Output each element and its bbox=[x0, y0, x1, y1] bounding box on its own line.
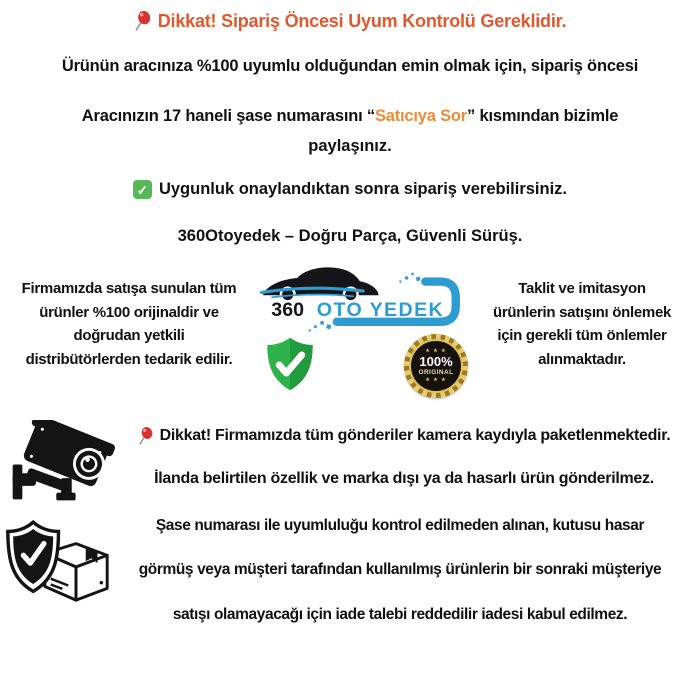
originality-right-text bbox=[464, 277, 700, 371]
pushpin-icon bbox=[138, 426, 153, 446]
original-badge-center bbox=[409, 339, 463, 393]
originality-left-line: doğrudan yetkili bbox=[73, 327, 185, 344]
ask-seller-highlight: Satıcıya Sor bbox=[374, 107, 468, 125]
return-policy-line-1: Şase numarası ile uyumluluğu kontrol edilmeden alınan, kutusu hasar bbox=[155, 517, 645, 534]
intro-line-2-prefix: Aracınızın 17 haneli şase numarasını “ bbox=[81, 107, 375, 125]
intro-line-3: paylaşınız. bbox=[308, 137, 392, 155]
originality-left-line: Firmamızda satışa sunulan tüm bbox=[21, 280, 237, 297]
badge-label: ORIGINAL bbox=[418, 369, 454, 376]
badge-percent: 100% bbox=[419, 354, 453, 369]
brand-slogan: 360Otoyedek – Doğru Parça, Güvenli Sürüş. bbox=[177, 227, 523, 245]
camera-warning-text: Dikkat! Firmamızda tüm gönderiler kamera kaydıyla paketlenmektedir. bbox=[159, 427, 671, 444]
camera-warning-line bbox=[110, 426, 698, 446]
badge-stars-bottom: ★ ★ ★ bbox=[425, 377, 447, 383]
originality-left-text bbox=[0, 277, 258, 371]
logo-number: 360 bbox=[271, 299, 305, 322]
shield-package-icon bbox=[2, 518, 114, 621]
originality-right-line: alınmaktadır. bbox=[538, 350, 626, 368]
logo-name: OTO YEDEK bbox=[316, 299, 445, 322]
originality-right-line: için gerekli tüm önlemler bbox=[497, 327, 667, 344]
original-100-badge-icon bbox=[404, 334, 468, 398]
car-silhouette bbox=[262, 267, 379, 302]
check-emoji-icon: ✓ bbox=[133, 180, 152, 199]
intro-line-2 bbox=[0, 107, 700, 126]
intro-line-1: Ürünün aracınıza %100 uyumlu olduğundan emin olmak için, sipariş öncesi bbox=[61, 57, 639, 75]
approval-line bbox=[0, 180, 700, 199]
green-shield-check-icon bbox=[260, 335, 320, 398]
return-policy-line-3: satışı olamayacağı için iade talebi reddedilir iadesi kabul edilmez. bbox=[172, 606, 628, 623]
originality-left-line: ürünler %100 orijinaldir ve bbox=[39, 303, 219, 321]
originality-right-line: Taklit ve imitasyon bbox=[518, 280, 646, 297]
top-warning-line bbox=[0, 10, 700, 32]
pushpin-icon bbox=[134, 10, 151, 32]
badge-stars-top: ★ ★ ★ bbox=[425, 348, 447, 354]
originality-right-line: ürünlerin satışını önlemek bbox=[492, 303, 672, 321]
top-warning-text: Dikkat! Sipariş Öncesi Uyum Kontrolü Gereklidir. bbox=[157, 10, 567, 31]
security-camera-icon bbox=[10, 420, 118, 517]
intro-line-2-suffix: ” kısmından bizimle bbox=[467, 107, 619, 125]
approval-text: Uygunluk onaylandıktan sonra sipariş verebilirsiniz. bbox=[158, 180, 568, 198]
trust-icons-row bbox=[260, 334, 468, 398]
return-policy-line-2: görmüş veya müşteri tarafından kullanılmış ürünlerin bir sonraki müşteriye bbox=[138, 561, 662, 578]
brand-logo bbox=[257, 263, 469, 333]
camera-notice-line-2: İlanda belirtilen özellik ve marka dışı ya da hasarlı ürün gönderilmez. bbox=[154, 470, 654, 487]
originality-left-line: distribütörlerden tedarik edilir. bbox=[25, 350, 233, 368]
